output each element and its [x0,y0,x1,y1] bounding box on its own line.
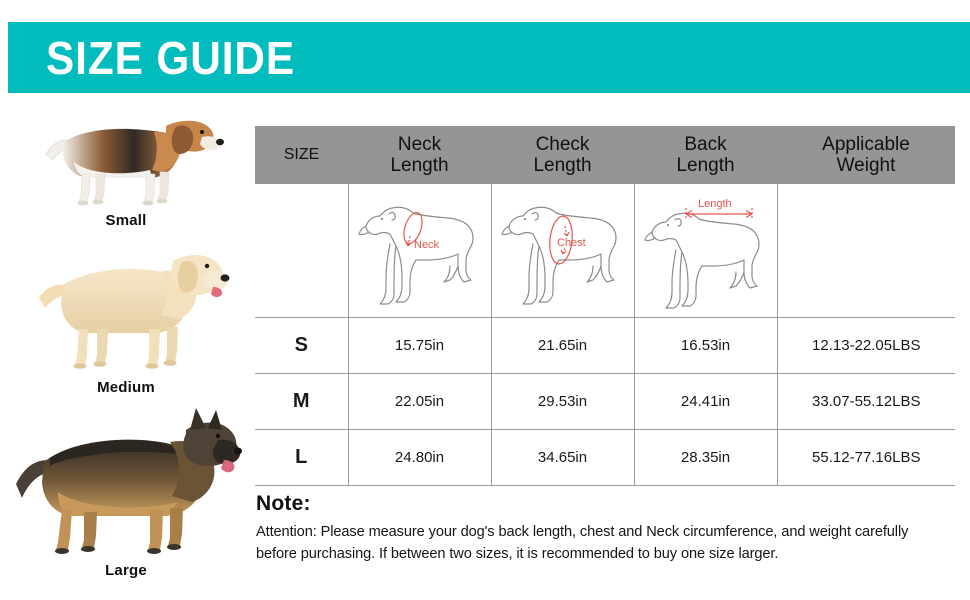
column-header-neck-length [348,126,491,184]
column-header-back-length [634,126,777,184]
photo-block-medium [0,235,252,396]
column-header-check-line2: Length [533,155,592,176]
cell-weight-s: 12.13-22.05LBS [777,318,955,374]
diagram-cell-chest [491,184,634,318]
column-header-neck-line2: Length [390,155,449,176]
table-row [255,430,955,486]
table-header-row [255,126,955,184]
note-line-1: Attention: Please measure your dog's back length, chest and Neck circumference, and weight carefully [256,524,909,540]
dog-neck-outline-svg [356,192,484,310]
cell-size-l: L [255,430,348,486]
measurement-diagram-row [255,184,955,318]
photo-caption-medium: Medium [97,379,155,396]
german-shepherd-photo [10,406,242,558]
dog-chest-measure-diagram [492,184,634,317]
photo-caption-small: Small [105,212,147,229]
note-line-2: before purchasing. If between two sizes, it is recommended to buy one size larger. [256,546,779,563]
beagle-photo [26,96,226,208]
photo-caption-large: Large [105,562,147,579]
cell-neck-l: 24.80in [348,430,491,486]
cell-back-m: 24.41in [634,374,777,430]
column-header-size-line1: SIZE [283,146,320,164]
cell-check-m: 29.53in [491,374,634,430]
cell-neck-s: 15.75in [348,318,491,374]
cell-back-l: 28.35in [634,430,777,486]
note-title: Note: [256,492,311,515]
table-row [255,318,955,374]
cell-check-s: 21.65in [491,318,634,374]
diagram-label-length: Length [697,197,732,210]
column-header-back-line2: Length [676,155,735,176]
diagram-cell-back [634,184,777,318]
diagram-cell-size-empty [255,184,348,318]
column-header-size [255,126,348,184]
cell-size-s: S [255,318,348,374]
cell-size-m: M [255,374,348,430]
column-header-check-length [491,126,634,184]
german-shepherd-illustration [10,406,242,558]
golden-retriever-illustration [21,235,231,375]
cell-weight-m: 33.07-55.12LBS [777,374,955,430]
size-guide-banner [8,22,970,93]
column-header-weight-line1: Applicable [822,133,910,155]
golden-retriever-photo [21,235,231,375]
column-header-check-line1: Check [535,133,590,155]
diagram-cell-neck [348,184,491,318]
size-chart-table-wrapper [255,126,955,486]
diagram-label-neck: Neck [413,238,439,251]
table-row [255,374,955,430]
column-header-neck-line1: Neck [397,133,442,155]
column-header-weight-line2: Weight [836,155,896,176]
cell-back-s: 16.53in [634,318,777,374]
cell-check-l: 34.65in [491,430,634,486]
dog-back-outline-svg [642,192,770,310]
dog-back-length-measure-diagram [635,184,777,317]
note-section [256,492,956,565]
photo-block-large [0,406,252,579]
dog-size-photo-column [0,96,252,600]
page-title: SIZE GUIDE [46,31,296,84]
dog-chest-outline-svg [499,192,627,310]
cell-neck-m: 22.05in [348,374,491,430]
cell-weight-l: 55.12-77.16LBS [777,430,955,486]
photo-block-small [0,96,252,229]
dog-neck-measure-diagram [349,184,491,317]
diagram-label-chest: Chest [556,236,586,249]
diagram-cell-weight-empty [777,184,955,318]
size-chart-table [255,126,955,486]
beagle-illustration [26,96,226,208]
column-header-back-line1: Back [684,133,727,155]
column-header-applicable-weight [777,126,955,184]
